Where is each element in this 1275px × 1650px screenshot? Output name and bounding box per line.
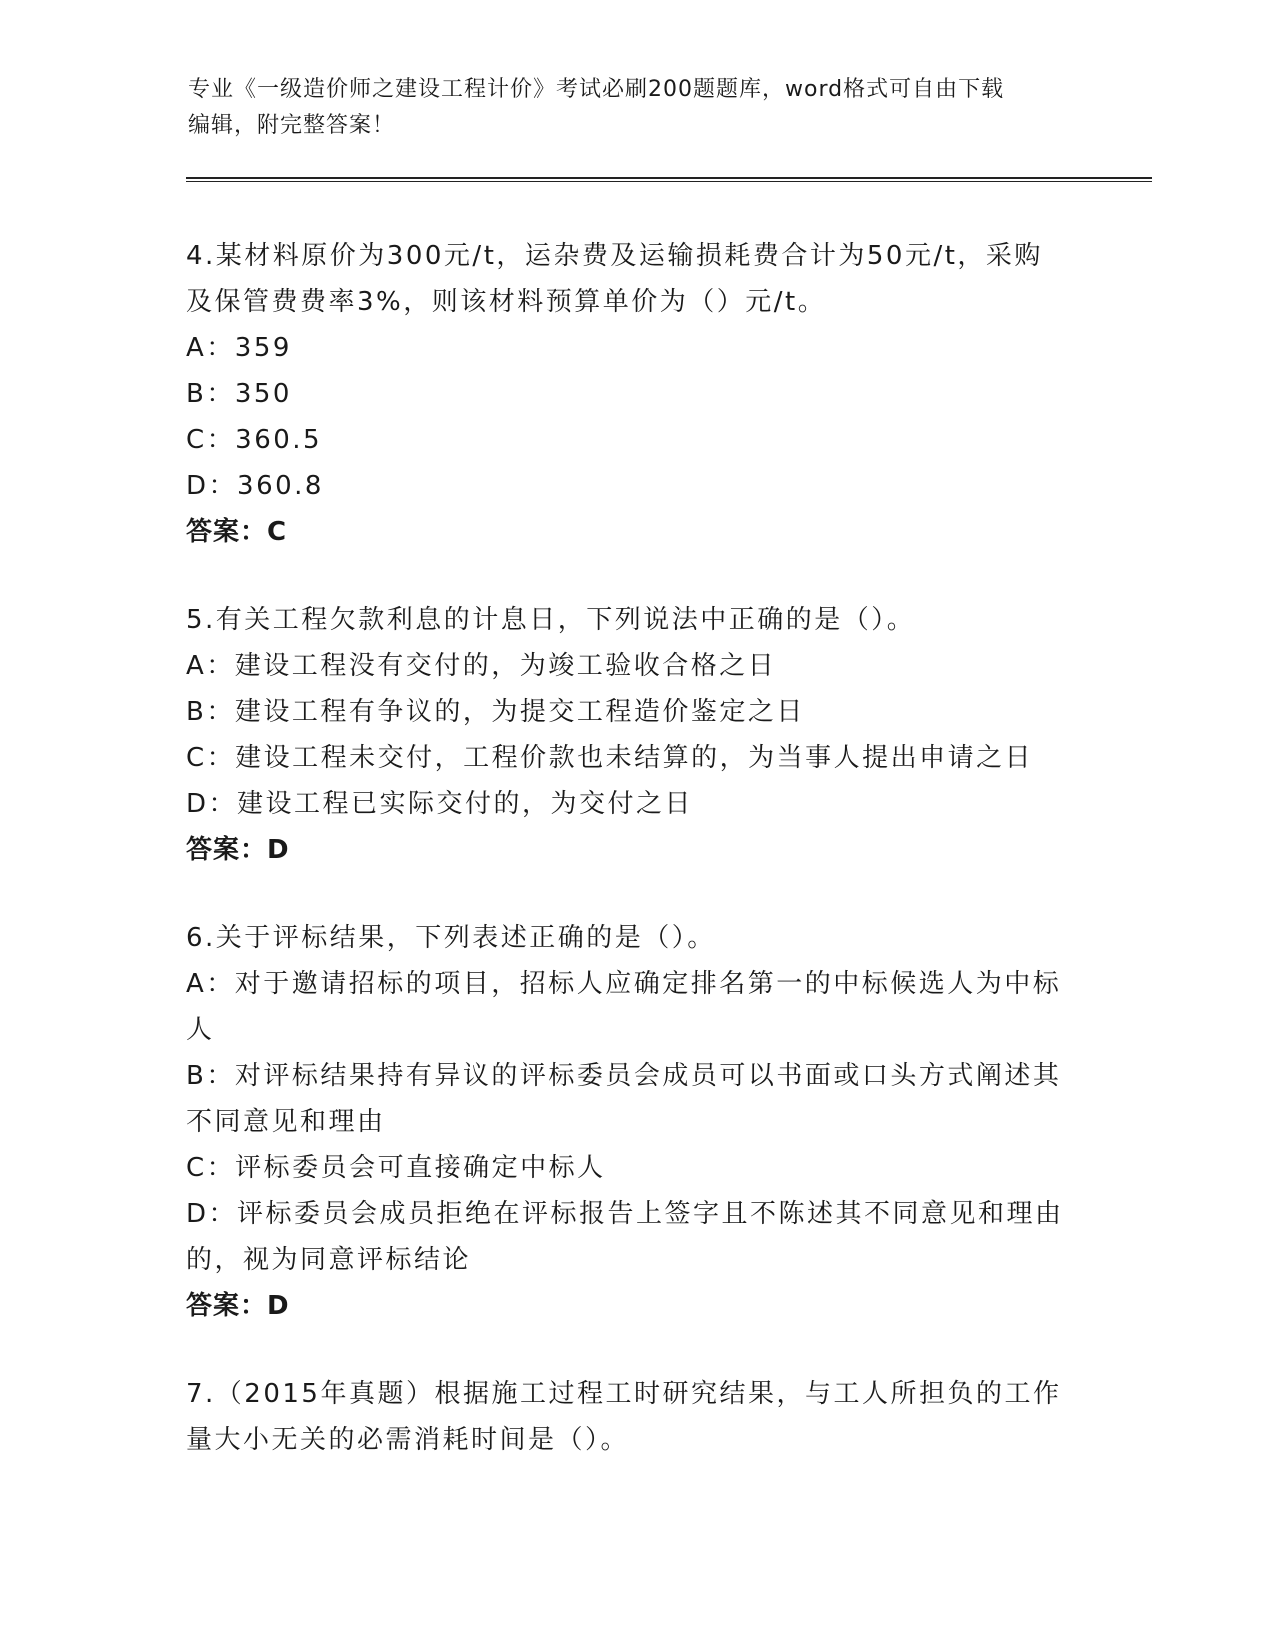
question-list xyxy=(186,233,1086,1463)
option-a: A：359 xyxy=(186,333,292,363)
option-b: B：350 xyxy=(186,379,292,409)
option-b-continued: 不同意见和理由 xyxy=(186,1107,386,1137)
header-line-2: 编辑，附完整答案！ xyxy=(188,113,396,138)
header-divider xyxy=(186,177,1152,182)
option-d: D：建设工程已实际交付的，为交付之日 xyxy=(186,789,694,819)
option-a-continued: 人 xyxy=(186,1015,215,1045)
option-b: B：对评标结果持有异议的评标委员会成员可以书面或口头方式阐述其 xyxy=(186,1061,1062,1091)
option-c: C：评标委员会可直接确定中标人 xyxy=(186,1153,606,1183)
header-line-1: 专业《一级造价师之建设工程计价》考试必刷200题题库，word格式可自由下载 xyxy=(188,77,1005,102)
question-stem-line: 量大小无关的必需消耗时间是（）。 xyxy=(186,1425,630,1455)
option-c: C：建设工程未交付，工程价款也未结算的，为当事人提出申请之日 xyxy=(186,743,1034,773)
question-stem-line: 及保管费费率3%，则该材料预算单价为（）元/t。 xyxy=(186,287,827,317)
document-header xyxy=(188,72,1068,144)
question-stem-line: 5.有关工程欠款利息的计息日，下列说法中正确的是（）。 xyxy=(186,605,916,635)
question-stem-line: 6.关于评标结果，下列表述正确的是（）。 xyxy=(186,923,716,953)
option-d: D：360.8 xyxy=(186,471,324,501)
answer-line: 答案：D xyxy=(186,1291,290,1321)
question-block xyxy=(186,915,1086,1329)
answer-line: 答案：D xyxy=(186,835,290,865)
question-stem-line: 4.某材料原价为300元/t，运杂费及运输损耗费合计为50元/t，采购 xyxy=(186,241,1043,271)
option-c: C：360.5 xyxy=(186,425,323,455)
question-block xyxy=(186,1371,1086,1463)
question-block xyxy=(186,597,1086,873)
option-d-continued: 的，视为同意评标结论 xyxy=(186,1245,472,1275)
question-stem-line: 7.（2015年真题）根据施工过程工时研究结果，与工人所担负的工作 xyxy=(186,1379,1062,1409)
option-d: D：评标委员会成员拒绝在评标报告上签字且不陈述其不同意见和理由 xyxy=(186,1199,1064,1229)
option-a: A：对于邀请招标的项目，招标人应确定排名第一的中标候选人为中标 xyxy=(186,969,1062,999)
option-b: B：建设工程有争议的，为提交工程造价鉴定之日 xyxy=(186,697,805,727)
option-a: A：建设工程没有交付的，为竣工验收合格之日 xyxy=(186,651,777,681)
question-block xyxy=(186,233,1086,555)
answer-line: 答案：C xyxy=(186,517,288,547)
